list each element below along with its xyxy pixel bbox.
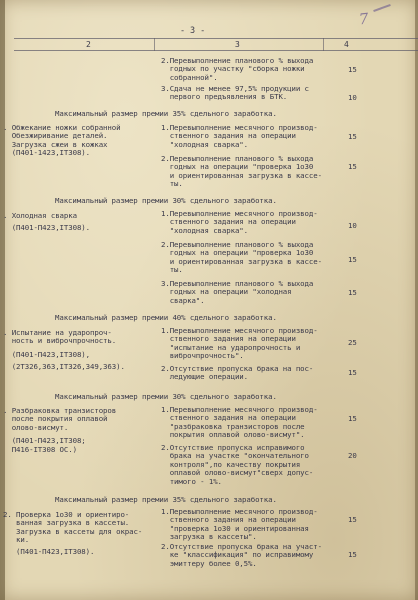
column-divider — [154, 38, 155, 51]
section-heading: Максимальный размер премии 35% сдельного заработка. — [55, 109, 277, 118]
condition-text: 2.Перевыполнение планового % выхода годных на операции "проверка 1о30 и ориентированная загрузка в кассе- ты. — [161, 154, 322, 189]
work-description: . Разбраковка транзисторов после покрытия оплавой олово-висмут. (П401-П423,IT308; П416-IT308 ОС.) — [3, 406, 117, 454]
points-value: 15 — [348, 550, 357, 559]
points-value: 20 — [348, 451, 357, 460]
work-description: . Холодная сварка (П401-П423,IT308). — [3, 211, 90, 233]
points-value: 15 — [348, 288, 357, 297]
points-value: 15 — [348, 132, 357, 141]
column-header-3: 3 — [235, 40, 240, 49]
condition-text: 3.Сдача не менее 97,5% продукции с первого предъявления в БТК. — [161, 84, 309, 102]
points-value: 25 — [348, 338, 357, 347]
condition-text: 1.Перевыполнение месячного производ- ственного задания на операции "холодная сварка". — [161, 209, 318, 235]
points-value: 10 — [348, 93, 357, 102]
section-heading: Максимальный размер премии 30% сдельного заработка. — [55, 392, 277, 401]
work-description: . Обжекание ножки собранной Обезжиривание деталей. Загрузка сжеи в кожках (П401-1423,IT308). — [3, 123, 121, 158]
condition-text: 1.Перевыполнение месячного производ- ственного задания на операции "холодная сварка". — [161, 123, 318, 149]
condition-text: 2.Отсутствие пропуска брака на участ- ке "классификация" по исправимому эмиттеру более 0,5%. — [161, 542, 322, 568]
points-value: 15 — [348, 162, 357, 171]
handwritten-page-number: 7 — [358, 9, 370, 29]
section-heading: Максимальный размер премии 40% сдельного заработка. — [55, 313, 277, 322]
table-header-rule — [14, 50, 418, 51]
points-value: 15 — [348, 368, 357, 377]
column-header-4: 4 — [344, 40, 349, 49]
points-value: 15 — [348, 515, 357, 524]
condition-text: 1.Перевыполнение месячного производ- ственного задания на операции "испытание на ударопрочность и виброчпрочность". — [161, 326, 318, 361]
table-top-rule — [14, 38, 418, 39]
work-description: . Испытание на ударопроч- ность и виброчпрочность. (П401-П423,IT308), (2Т326,363,IT326,349,363). — [3, 328, 125, 372]
points-value: 15 — [348, 65, 357, 74]
condition-text: 2.Перевыполнение планового % выхода годных на операции "проверка 1о30 и ориентированная загрузка в кассе- ты. — [161, 240, 322, 275]
points-value: 15 — [348, 414, 357, 423]
condition-text: 1.Перевыполнение месячного производ- ственного задания на операции "проверка 1о30 и ориентированная загрузка в кассеты". — [161, 507, 318, 542]
page-number: - 3 - — [180, 26, 206, 36]
work-description: 2. Проверка 1о30 и ориентиро- ванная загрузка в кассеты. Загрузка в кассеты для окрас- ки. (П401-П423,IT308). — [3, 510, 143, 556]
condition-text: 2.Отсутствие пропуска брака на пос- ледующие операции. — [161, 364, 314, 382]
column-header-2: 2 — [86, 40, 91, 49]
handwritten-mark — [373, 4, 391, 12]
condition-text: 2.Отсутствие пропуска исправимого брака на участке "окончательного контроля",по качеству покрытия оплавой олово-висмут"сверх допус- тимого - 1%. — [161, 443, 314, 486]
condition-text: 1.Перевыполнение месячного производ- ственного задания на операции "разбраковка транзисторов после покрытия оплавой олово-висмут". — [161, 405, 318, 440]
column-divider — [323, 38, 324, 51]
section-heading: Максимальный размер премии 35% сдельного заработка. — [55, 495, 277, 504]
condition-text: 3.Перевыполнение планового % выхода годных на операции "холодная сварка". — [161, 279, 314, 305]
points-value: 10 — [348, 221, 357, 230]
points-value: 15 — [348, 255, 357, 264]
section-heading: Максимальный размер премии 30% сдельного заработка. — [55, 196, 277, 205]
condition-text: 2.Перевыполнение планового % выхода годных по участку "сборка ножки собранной". — [161, 56, 314, 82]
